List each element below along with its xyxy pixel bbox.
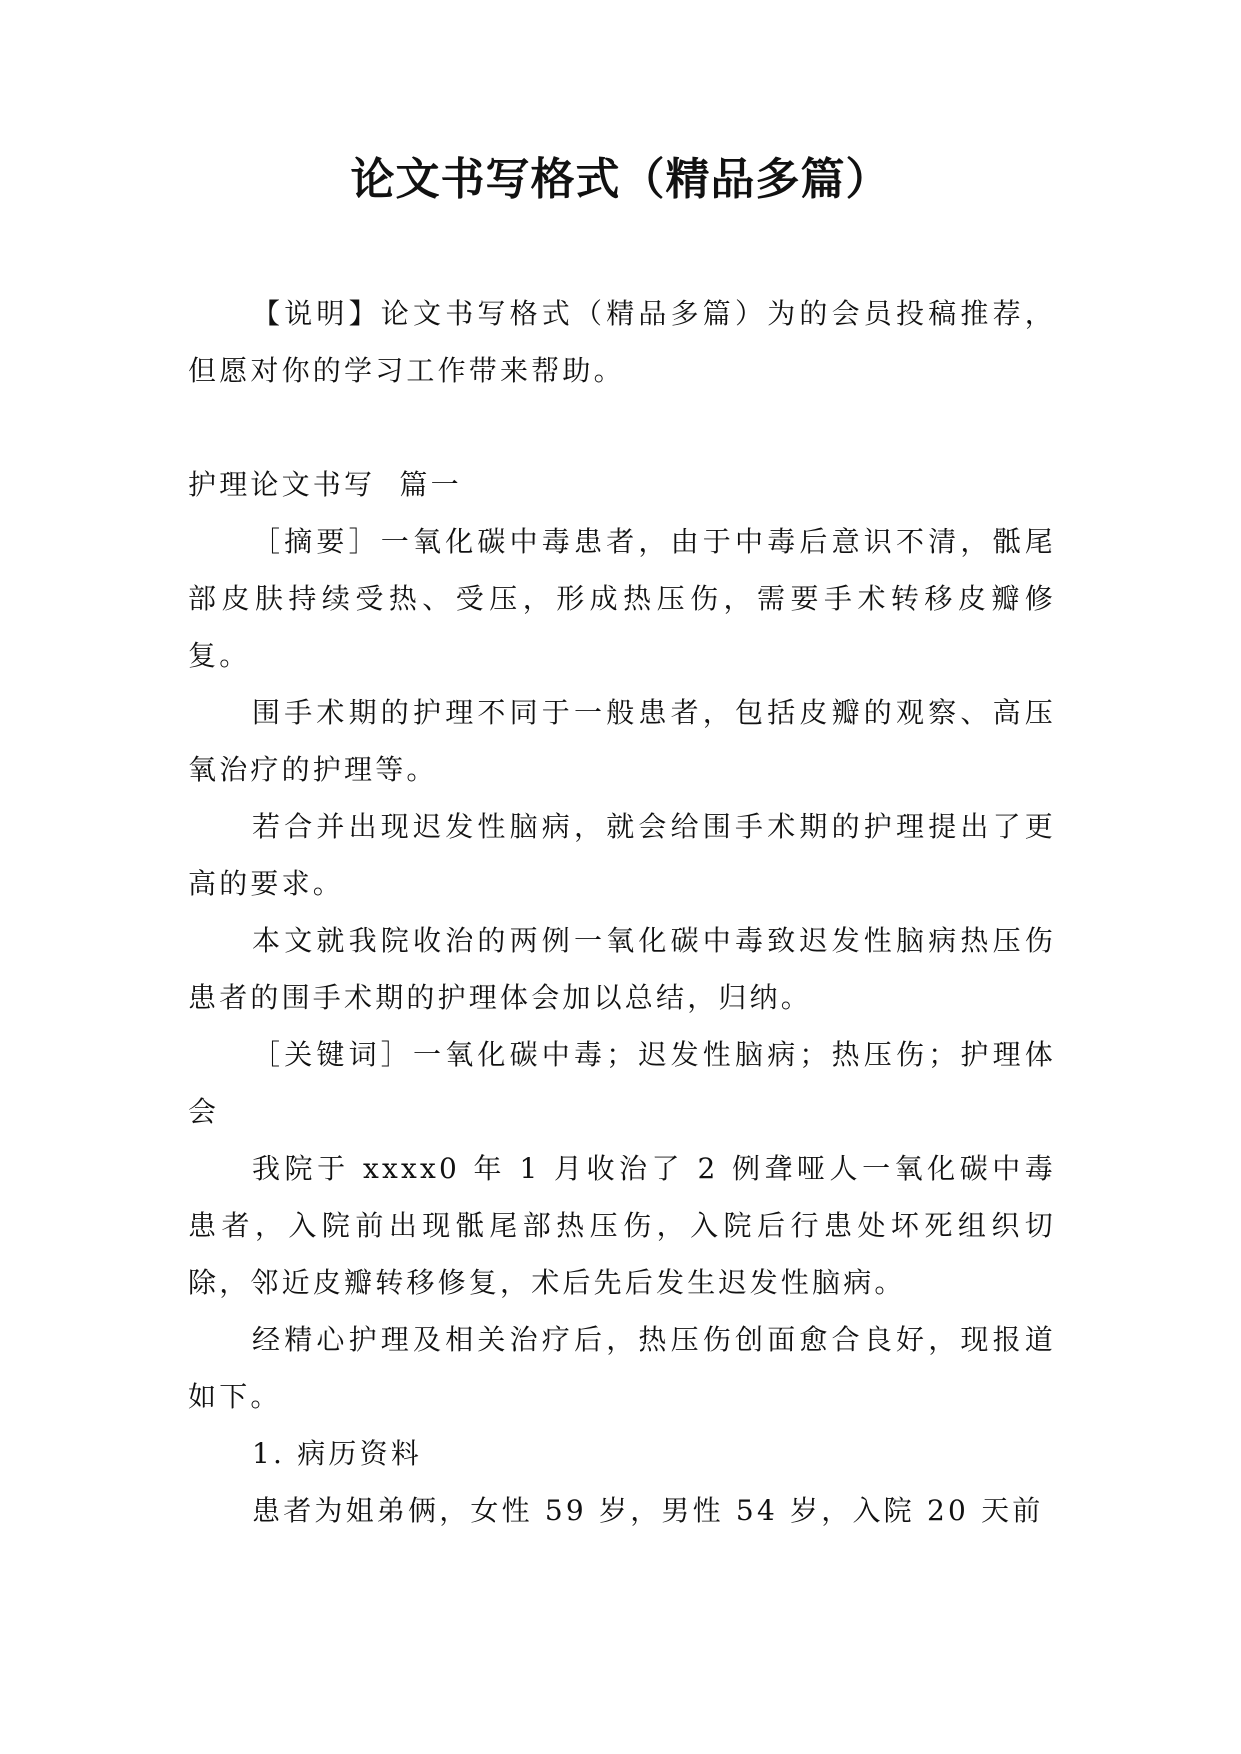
body-paragraph: 本文就我院收治的两例一氧化碳中毒致迟发性脑病热压伤患者的围手术期的护理体会加以总结，归纳。 bbox=[188, 924, 1056, 1014]
abstract-paragraph: ［摘要］一氧化碳中毒患者，由于中毒后意识不清，骶尾部皮肤持续受热、受压，形成热压伤，需要手术转移皮瓣修复。 bbox=[188, 525, 1056, 672]
keywords-paragraph: ［关键词］一氧化碳中毒；迟发性脑病；热压伤；护理体会 bbox=[188, 1038, 1056, 1128]
body-paragraph: 患者为姐弟俩，女性 59 岁，男性 54 岁，入院 20 天前 bbox=[252, 1494, 1044, 1527]
body-paragraph: 经精心护理及相关治疗后，热压伤创面愈合良好，现报道如下。 bbox=[188, 1323, 1056, 1413]
body-paragraph: 围手术期的护理不同于一般患者，包括皮瓣的观察、高压氧治疗的护理等。 bbox=[188, 696, 1056, 786]
document-body bbox=[188, 285, 1056, 1539]
section-heading: 护理论文书写 篇一 bbox=[188, 468, 462, 501]
subsection-heading: 1. 病历资料 bbox=[252, 1437, 423, 1470]
body-paragraph: 若合并出现迟发性脑病，就会给围手术期的护理提出了更高的要求。 bbox=[188, 810, 1056, 900]
document-title: 论文书写格式（精品多篇） bbox=[350, 154, 891, 205]
intro-paragraph: 【说明】论文书写格式（精品多篇）为的会员投稿推荐，但愿对你的学习工作带来帮助。 bbox=[188, 297, 1056, 387]
body-paragraph: 我院于 xxxx0 年 1 月收治了 2 例聋哑人一氧化碳中毒患者，入院前出现骶尾部热压伤，入院后行患处坏死组织切除，邻近皮瓣转移修复，术后先后发生迟发性脑病。 bbox=[188, 1152, 1056, 1299]
spacer bbox=[188, 399, 1056, 456]
